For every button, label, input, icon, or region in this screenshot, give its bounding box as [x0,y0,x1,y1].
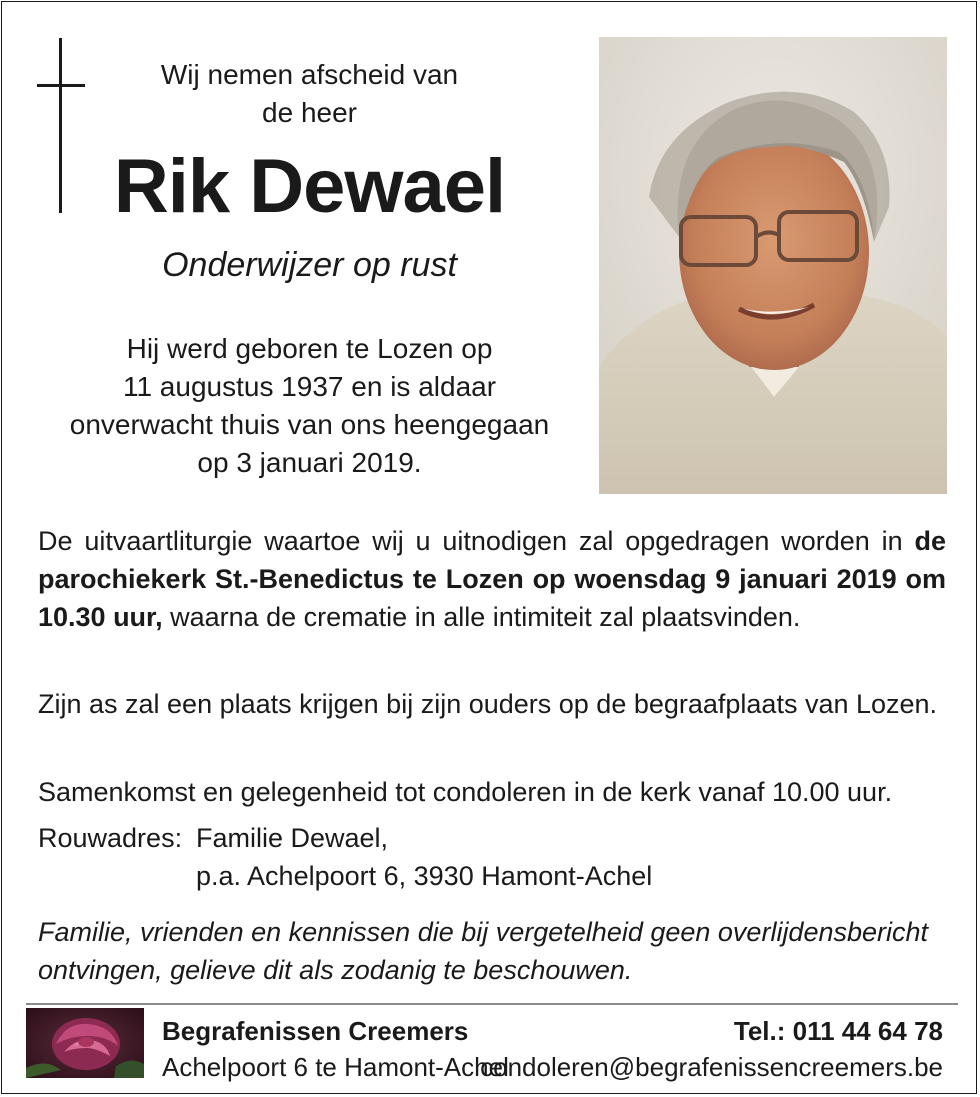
funeral-paragraph [38,522,946,636]
obituary-card [1,1,977,1094]
deceased-name: Rik Dewael [113,144,506,229]
address-line-1: Familie Dewael, [196,823,389,853]
intro-text [62,56,557,132]
portrait-photo [599,37,947,494]
address-label: Rouwadres: [38,823,183,853]
deceased-title: Onderwijzer op rust [162,246,457,284]
funeral-text-2: waarna de crematie in alle intimiteit zal plaatsvinden. [162,602,801,632]
funeral-home-address: Achelpoort 6 te Hamont-Achel [162,1052,509,1082]
funeral-text-1: De uitvaartliturgie waartoe wij u uitnodigen zal opgedragen worden in [38,526,915,556]
intro-line-2: de heer [262,97,357,128]
footer-divider [26,1003,958,1005]
birth-info [52,330,567,482]
burial-paragraph: Zijn as zal een plaats krijgen bij zijn ouders op de begraafplaats van Lozen. [38,689,938,719]
funeral-home-name: Begrafenissen Creemers [162,1016,469,1046]
gathering-paragraph: Samenkomst en gelegenheid tot condoleren in de kerk vanaf 10.00 uur. [38,777,893,807]
mourning-address [38,819,946,895]
birth-line-4: op 3 januari 2019. [197,447,422,478]
notice-note: Familie, vrienden en kennissen die bij vergetelheid geen overlijdensbericht ontvingen, gelieve dit als zodanig te beschouwen. [38,917,929,985]
address-line-2: p.a. Achelpoort 6, 3930 Hamont-Achel [196,861,653,891]
birth-line-3: onverwacht thuis van ons heengegaan [69,409,550,440]
funeral-home-email[interactable]: condoleren@begrafenissencreemers.be [480,1052,943,1082]
funeral-home-phone: Tel.: 011 44 64 78 [733,1016,943,1046]
birth-line-2: 11 augustus 1937 en is aldaar [122,371,497,402]
birth-line-1: Hij werd geboren te Lozen op [126,333,493,364]
funeral-location-date: de parochiekerk St.-Benedictus te Lozen op woensdag 9 januari 2019 om 10.30 uur, [38,526,946,632]
intro-line-1: Wij nemen afscheid van [160,59,459,90]
rose-logo [26,1008,144,1078]
